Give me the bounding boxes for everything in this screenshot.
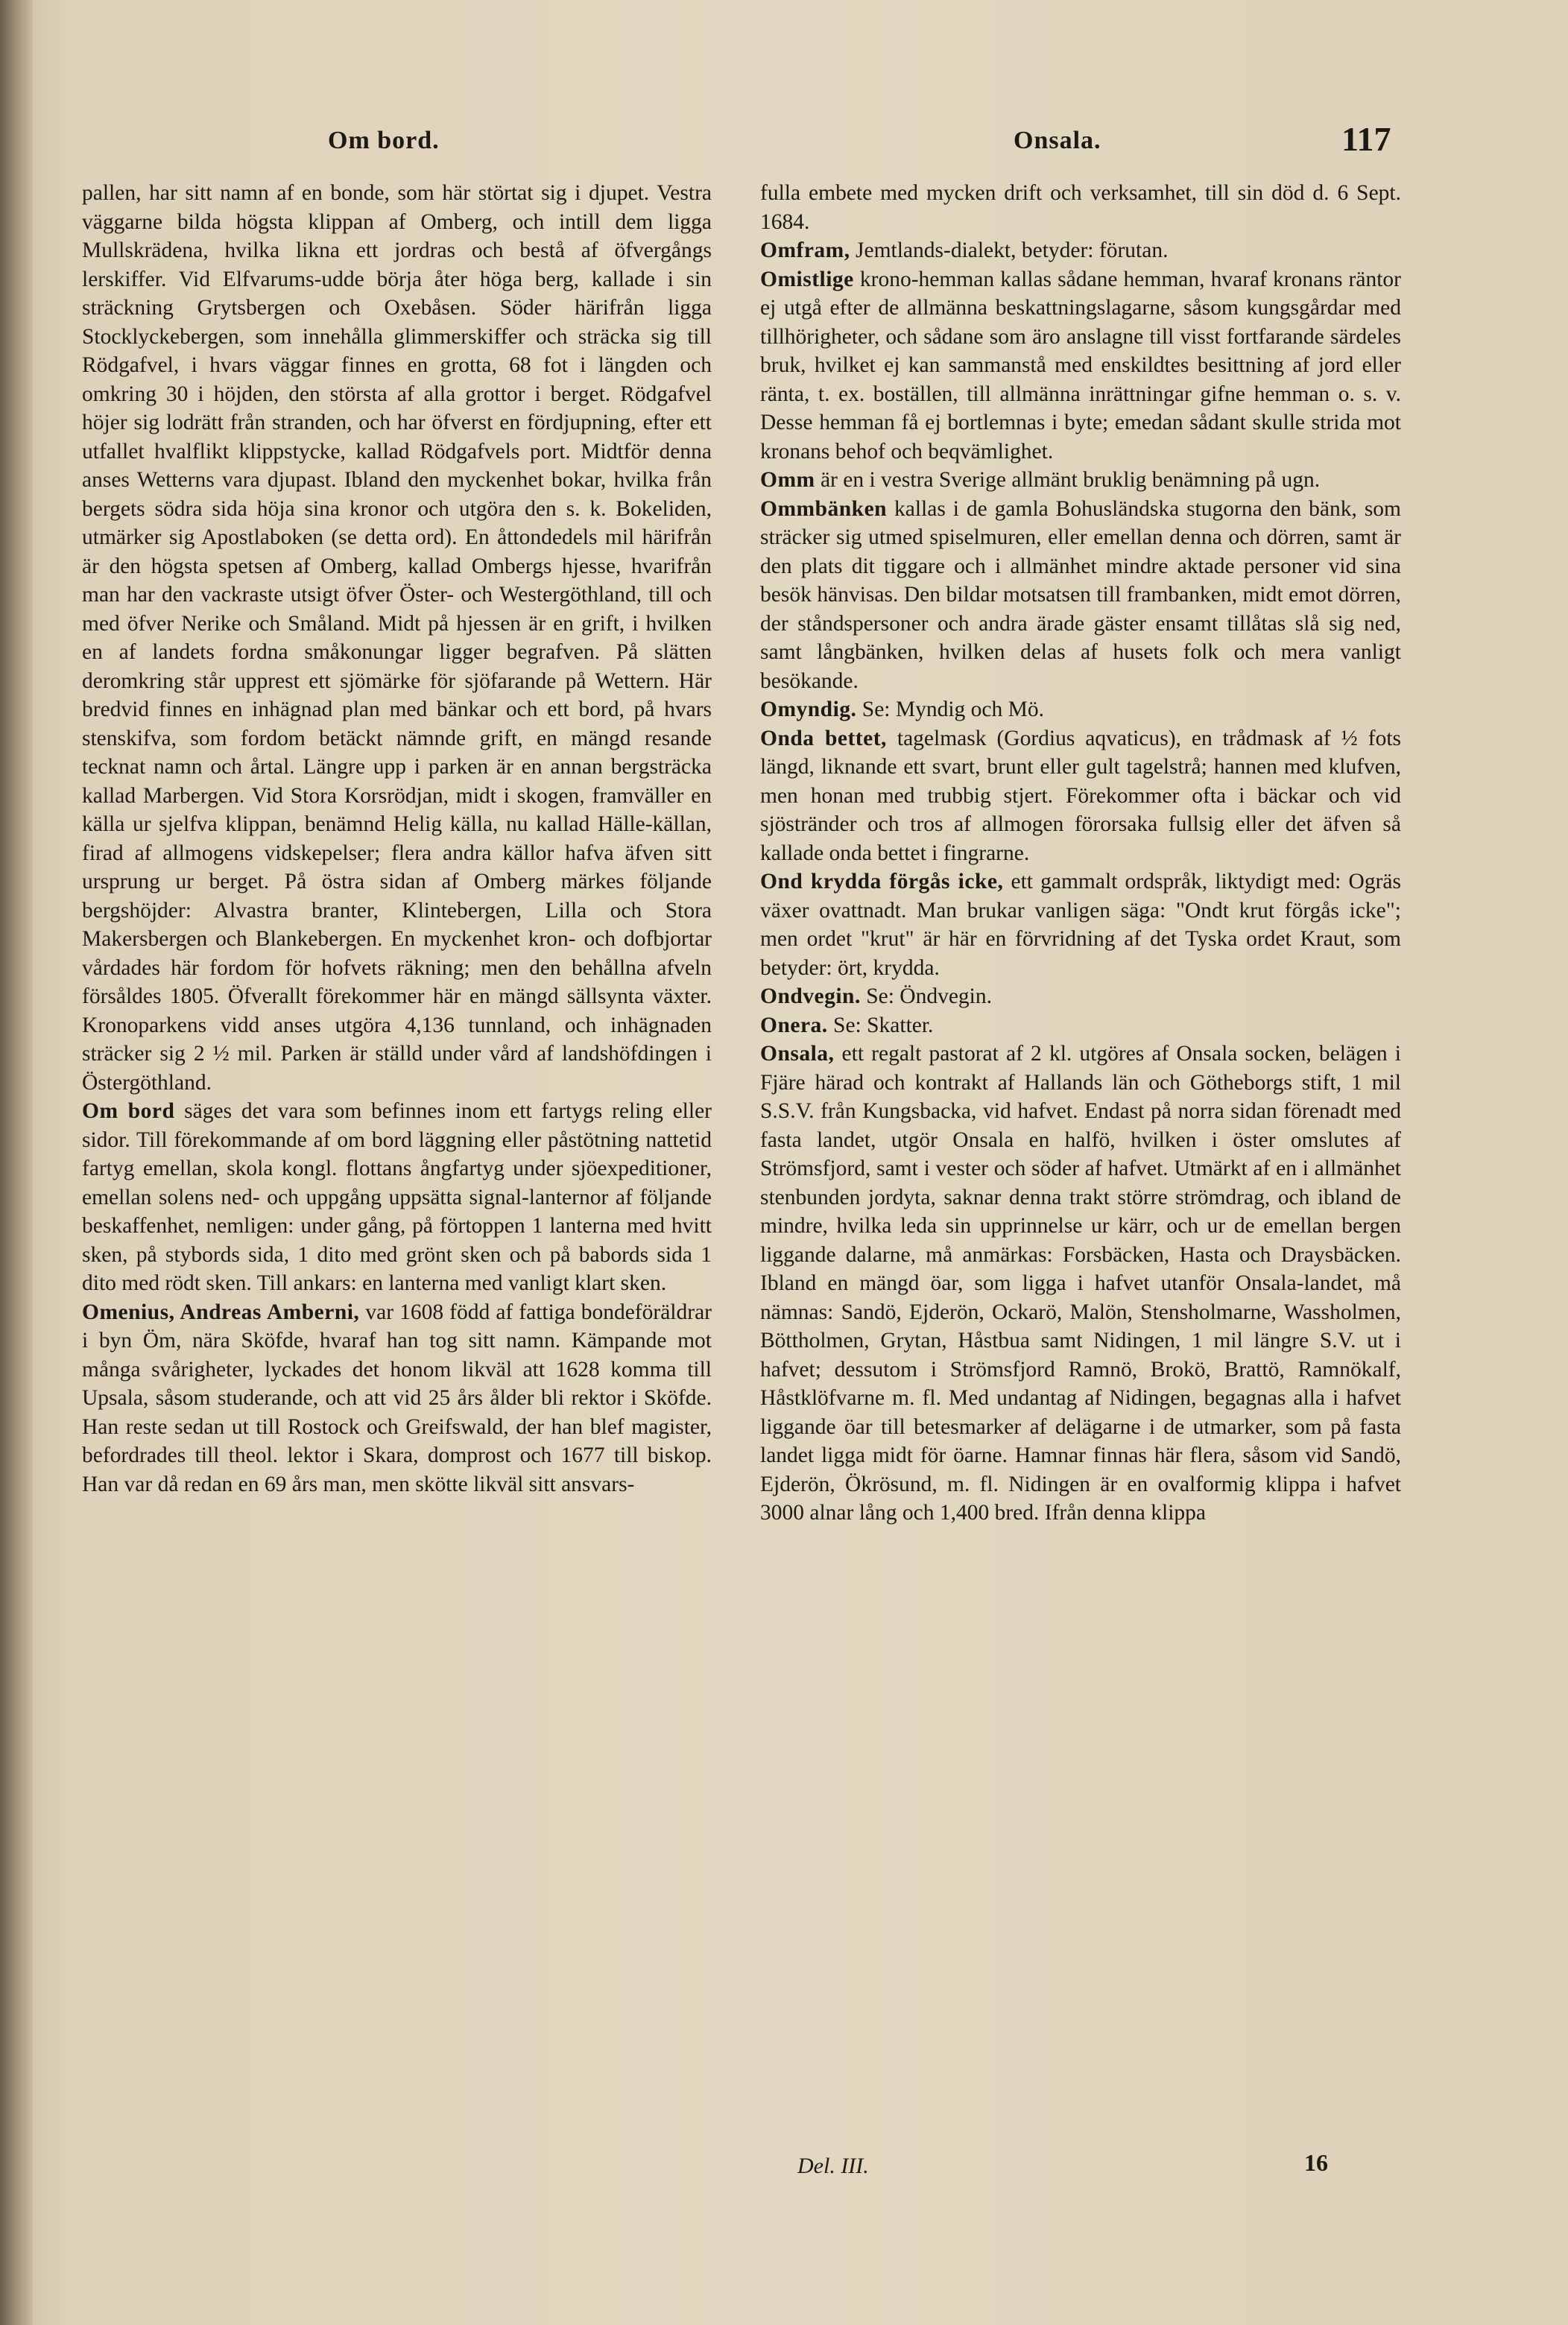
- entry-text: fulla embete med mycken drift och verksamhet, till sin död d. 6 Sept. 1684.: [760, 181, 1401, 234]
- entry-text: är en i vestra Sverige allmänt bruklig benämning på ugn.: [815, 468, 1321, 492]
- entry-text: tagelmask (Gordius aqvaticus), en trådmask af ½ fots längd, liknande ett svart, brunt eller gult tagelstrå; hannen med klufven, men honan med trubbig stjert. Förekommer ofta i bäckar och vid sjöstränder och tros af allmogen förorsaka fullsig eller det äfven så kallade onda bettet i fingrarne.: [760, 726, 1401, 865]
- entry-paragraph: [760, 179, 1401, 236]
- entry-headword: Ommbänken: [760, 496, 888, 521]
- entry-text: ett regalt pastorat af 2 kl. utgöres af Onsala socken, belägen i Fjäre härad och kontrakt af Hallands län och Götheborgs stift, 1 mil S.S.V. från Kungsbacka, vid hafvet. Endast på norra sidan förenadt med fasta landet, utgör Onsala en halfö, hvilken i öster omslutes af Strömsfjord, samt i vester och söder af hafvet. Utmärkt af en i allmänhet stenbunden jordyta, saknar denna trakt större strömdrag, och ibland de mindre, hvilka leda sin upprinnelse ur kärr, och ur de emellan bergen liggande dalarne, må anmärkas: Forsbäcken, Hasta och Draysbäcken. Ibland en mängd öar, som ligga i hafvet utanför Onsala-landet, må nämnas: Sandö, Ejderön, Ockarö, Malön, Stensholmarne, Wassholmen, Böttholmen, Grytan, Håstbua samt Nidingen, 1 mil längre S.V. ut i hafvet; dessutom i Strömsfjord Ramnö, Brokö, Brattö, Ramnökalf, Håstklöfvarne m. fl. Med undantag af Nidingen, begagnas alla i hafvet liggande öar till betesmarker af delägarne i de utmarker, som på fasta landet ligga midt för öarne. Hamnar finnas här flera, såsom vid Sandö, Ejderön, Ökrösund, m. fl. Nidingen är en ovalformig klippa i hafvet 3000 alnar lång och 1,400 bred. Ifrån denna klippa: [760, 1042, 1401, 1525]
- entry-headword: Onda bettet,: [760, 726, 887, 750]
- volume-signature: Del. III.: [797, 2154, 869, 2178]
- page-gutter: [0, 0, 33, 2325]
- entry-paragraph: [760, 867, 1401, 982]
- entry-paragraph: [760, 236, 1401, 265]
- entry-paragraph: [760, 265, 1401, 466]
- entry-paragraph: [760, 495, 1401, 696]
- entry-paragraph: [82, 1097, 712, 1298]
- entry-headword: Ond krydda förgås icke,: [760, 870, 1004, 893]
- entry-text: säges det vara som befinnes inom ett fartygs reling eller sidor. Till förekommande af om bord läggning eller påstötning nattetid fartyg emellan, skola kongl. flottans ångfartyg under sjöexpeditioner, emellan solens ned- och uppgång uppsätta signal-lanternor af följande beskaffenhet, nemligen: under gång, på förtoppen 1 lanterna med hvitt sken, på stybords sida, 1 dito med grönt sken och på babords sida 1 dito med rödt sken. Till ankars: en lanterna med vanligt klart sken.: [82, 1099, 712, 1295]
- entry-text: ett gammalt ordspråk, liktydigt med: Ogräs växer ovattnadt. Man brukar vanligen säga: "Ondt krut förgås icke"; men ordet "krut" är här en förvridning af det Tyska ordet Kraut, som betyder: ört, krydda.: [760, 870, 1401, 980]
- entry-text: krono-hemman kallas sådane hemman, hvaraf kronans räntor ej utgå efter de allmänna beskattningslagarne, såsom kungsgårdar med tillhörigheter, och sådane som äro anslagne till visst fortfarande särdeles bruk, hvilket ej kan sammanstå med enskildtes besittning af jord eller ränta, t. ex. boställen, till allmänna inrättningar gifne hemman o. s. v. Desse hemman få ej bortlemnas i byte; emedan sådant skulle strida mot kronans behof och beqvämlighet.: [760, 267, 1401, 464]
- right-column: [760, 179, 1401, 1528]
- entry-paragraph: [760, 466, 1401, 495]
- page-footer: [783, 2149, 1379, 2191]
- entry-headword: Onera.: [760, 1013, 828, 1037]
- entry-paragraph: [82, 1298, 712, 1499]
- entry-text: Se: Myndig och Mö.: [856, 698, 1044, 721]
- entry-text: var 1608 född af fattiga bondeföräldrar i byn Öm, nära Sköfde, hvaraf han tog sitt namn. Kämpande mot många svårigheter, lyckades det honom likväl att 1628 komma till Upsala, såsom studerande, och att vid 25 års ålder bli rektor i Sköfde. Han reste sedan ut till Rostock och Greifswald, der han blef magister, befordrades till theol. lektor i Skara, domprost och 1677 till biskop. Han var då redan en 69 års man, men skötte likväl sitt ansvars-: [82, 1300, 712, 1496]
- entry-paragraph: [760, 1011, 1401, 1040]
- left-column: [82, 179, 712, 1499]
- entry-headword: Om bord: [82, 1099, 175, 1123]
- entry-paragraph: [760, 695, 1401, 724]
- entry-headword: Omenius, Andreas Amberni,: [82, 1300, 360, 1324]
- entry-paragraph: [760, 1040, 1401, 1528]
- page-number: 117: [1341, 120, 1391, 158]
- header-right-keyword: Onsala.: [1014, 127, 1101, 154]
- entry-headword: Omyndig.: [760, 698, 857, 721]
- entry-text: Se: Öndvegin.: [860, 984, 993, 1008]
- running-header: [75, 119, 1401, 164]
- entry-text: Se: Skatter.: [827, 1013, 934, 1037]
- entry-headword: Omm: [760, 468, 815, 492]
- entry-text: pallen, har sitt namn af en bonde, som här störtat sig i djupet. Vestra väggarne bilda högsta klippan af Omberg, och intill dem ligga Mullskrädena, hvilka likna ett jordras och bestå af öfvergångs lerskiffer. Vid Elfvarums-udde börja åter höga berg, kallade i sin sträckning Grytsbergen och Oxebåsen. Söder härifrån ligga Stocklyckebergen, som innehålla glimmerskiffer och sträcka sig till Rödgafvel, i hvars väggar finnes en grotta, 68 fot i längden och omkring 30 i höjden, den största af alla grottor i berget. Rödgafvel höjer sig lodrätt från stranden, och har öfverst en fördjupning, efter ett utfallet hvalflikt klippstycke, kallad Rödgafvels port. Midtför denna anses Wetterns vara djupast. Ibland den myckenhet bokar, hvilka från bergets södra sida höja sina kronor och utgöra den s. k. Bokeliden, utmärker sig Apostlaboken (se detta ord). En åttondedels mil härifrån är den högsta spetsen af Omberg, kallad Ombergs hjesse, hvarifrån man har den vackraste utsigt öfver Öster- och Westergöthland, till och med öfver Nerike och Småland. Midt på hjessen är en grift, i hvilken en af landets fordna småkonungar ligger begrafven. På slätten deromkring står upprest ett sjömärke för sjöfarande på Wettern. Här bredvid finnes en inhägnad plan med bänkar och ett bord, på hvars stenskifva, som fordom betäckt nämnde grift, en mängd resande tecknat namn och årtal. Längre upp i parken är en annan bergsträcka kallad Marbergen. Vid Stora Korsrödjan, midt i skogen, framväller en källa ur sjelfva klippan, benämnd Helig källa, nu kallad Hälle-källan, firad af allmogens vidskepelser; flera andra källor hafva äfven sitt ursprung ur berget. På östra sidan af Omberg märkes följande bergshöjder: Alvastra branter, Klintebergen, Lilla och Stora Makersbergen och Blankebergen. En myckenhet kron- och dofbjortar vårdades här fordom för hofvets räkning; men den behållna afveln försåldes 1805. Öfverallt förekommer här en mängd sällsynta växter. Kronoparkens vidd anses utgöra 4,136 tunnland, och inhägnaden sträcker sig 2 ½ mil. Parken är ställd under vård af landshöfdingen i Östergöthland.: [82, 181, 712, 1095]
- sheet-number: 16: [1304, 2149, 1328, 2176]
- entry-text: Jemtlands-dialekt, betyder: förutan.: [850, 238, 1169, 262]
- entry-headword: Omistlige: [760, 267, 854, 291]
- entry-text: kallas i de gamla Bohusländska stugorna den bänk, som sträcker sig utmed spiselmuren, eller emellan denna och dörren, samt är den plats dit tiggare och i allmänhet mindre aktade personer vid sina besök hänvisas. Den bildar motsatsen till frambanken, midt emot dörren, der ståndspersoner och andra ärade gäster ensamt tillåtas slå sig ned, samt långbänken, hvilken delas af husets folk och mera vanligt besökande.: [760, 496, 1401, 693]
- entry-headword: Ondvegin.: [760, 984, 861, 1008]
- header-left-keyword: Om bord.: [328, 127, 440, 154]
- entry-headword: Omfram,: [760, 238, 850, 262]
- entry-paragraph: [82, 179, 712, 1097]
- entry-headword: Onsala,: [760, 1042, 835, 1066]
- entry-paragraph: [760, 724, 1401, 868]
- entry-paragraph: [760, 982, 1401, 1011]
